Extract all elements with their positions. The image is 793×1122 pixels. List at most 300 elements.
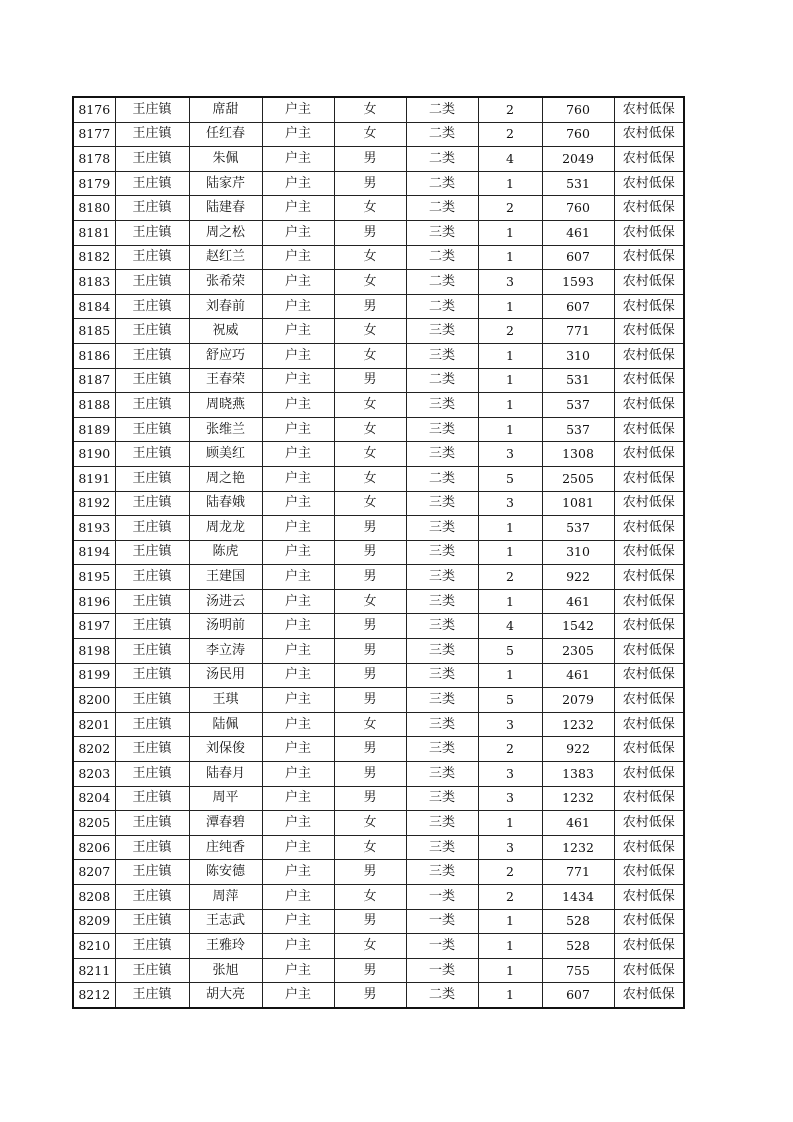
table-row: [73, 786, 684, 811]
amount-cell: 607: [542, 294, 614, 319]
name-cell: 任红春: [189, 122, 262, 147]
table-row: [73, 958, 684, 983]
document-page: [72, 96, 683, 1009]
household-size-cell: 2: [478, 196, 542, 221]
name-cell: 陆佩: [189, 712, 262, 737]
gender-cell: 男: [334, 688, 406, 713]
serial-number-cell: 8177: [73, 122, 115, 147]
amount-cell: 461: [542, 663, 614, 688]
household-size-cell: 1: [478, 663, 542, 688]
amount-cell: 537: [542, 417, 614, 442]
name-cell: 刘春前: [189, 294, 262, 319]
relief-type-cell: 农村低保: [614, 835, 684, 860]
amount-cell: 1593: [542, 270, 614, 295]
relation-cell: 户主: [262, 639, 334, 664]
household-size-cell: 5: [478, 639, 542, 664]
name-cell: 刘保俊: [189, 737, 262, 762]
category-cell: 三类: [406, 393, 478, 418]
category-cell: 二类: [406, 147, 478, 172]
relief-type-cell: 农村低保: [614, 319, 684, 344]
category-cell: 三类: [406, 614, 478, 639]
name-cell: 周萍: [189, 885, 262, 910]
table-row: [73, 540, 684, 565]
town-cell: 王庄镇: [115, 860, 189, 885]
town-cell: 王庄镇: [115, 196, 189, 221]
category-cell: 三类: [406, 343, 478, 368]
gender-cell: 男: [334, 958, 406, 983]
relation-cell: 户主: [262, 245, 334, 270]
relation-cell: 户主: [262, 762, 334, 787]
town-cell: 王庄镇: [115, 343, 189, 368]
town-cell: 王庄镇: [115, 639, 189, 664]
name-cell: 胡大亮: [189, 983, 262, 1008]
name-cell: 周晓燕: [189, 393, 262, 418]
category-cell: 二类: [406, 270, 478, 295]
serial-number-cell: 8183: [73, 270, 115, 295]
table-row: [73, 909, 684, 934]
category-cell: 一类: [406, 934, 478, 959]
name-cell: 朱佩: [189, 147, 262, 172]
name-cell: 张旭: [189, 958, 262, 983]
serial-number-cell: 8195: [73, 565, 115, 590]
gender-cell: 女: [334, 343, 406, 368]
serial-number-cell: 8191: [73, 466, 115, 491]
household-size-cell: 3: [478, 835, 542, 860]
town-cell: 王庄镇: [115, 614, 189, 639]
household-size-cell: 1: [478, 958, 542, 983]
relation-cell: 户主: [262, 811, 334, 836]
gender-cell: 女: [334, 466, 406, 491]
category-cell: 三类: [406, 417, 478, 442]
category-cell: 三类: [406, 589, 478, 614]
town-cell: 王庄镇: [115, 319, 189, 344]
serial-number-cell: 8210: [73, 934, 115, 959]
relief-type-cell: 农村低保: [614, 639, 684, 664]
name-cell: 张维兰: [189, 417, 262, 442]
gender-cell: 男: [334, 516, 406, 541]
gender-cell: 女: [334, 319, 406, 344]
name-cell: 王琪: [189, 688, 262, 713]
household-size-cell: 1: [478, 368, 542, 393]
gender-cell: 女: [334, 835, 406, 860]
category-cell: 二类: [406, 97, 478, 122]
amount-cell: 2079: [542, 688, 614, 713]
household-size-cell: 1: [478, 245, 542, 270]
town-cell: 王庄镇: [115, 491, 189, 516]
gender-cell: 女: [334, 417, 406, 442]
town-cell: 王庄镇: [115, 442, 189, 467]
household-size-cell: 1: [478, 343, 542, 368]
category-cell: 二类: [406, 196, 478, 221]
gender-cell: 女: [334, 245, 406, 270]
amount-cell: 1232: [542, 712, 614, 737]
gender-cell: 女: [334, 934, 406, 959]
relief-type-cell: 农村低保: [614, 934, 684, 959]
serial-number-cell: 8190: [73, 442, 115, 467]
serial-number-cell: 8185: [73, 319, 115, 344]
town-cell: 王庄镇: [115, 122, 189, 147]
town-cell: 王庄镇: [115, 934, 189, 959]
category-cell: 一类: [406, 885, 478, 910]
household-size-cell: 1: [478, 417, 542, 442]
relief-type-cell: 农村低保: [614, 122, 684, 147]
table-row: [73, 122, 684, 147]
category-cell: 二类: [406, 983, 478, 1008]
relief-type-cell: 农村低保: [614, 614, 684, 639]
table-row: [73, 589, 684, 614]
amount-cell: 528: [542, 934, 614, 959]
amount-cell: 2305: [542, 639, 614, 664]
table-row: [73, 811, 684, 836]
amount-cell: 607: [542, 245, 614, 270]
category-cell: 二类: [406, 294, 478, 319]
category-cell: 二类: [406, 171, 478, 196]
relief-type-cell: 农村低保: [614, 540, 684, 565]
gender-cell: 男: [334, 860, 406, 885]
household-size-cell: 1: [478, 220, 542, 245]
relation-cell: 户主: [262, 835, 334, 860]
town-cell: 王庄镇: [115, 589, 189, 614]
town-cell: 王庄镇: [115, 565, 189, 590]
relation-cell: 户主: [262, 294, 334, 319]
table-row: [73, 368, 684, 393]
category-cell: 三类: [406, 688, 478, 713]
gender-cell: 男: [334, 171, 406, 196]
name-cell: 李立涛: [189, 639, 262, 664]
name-cell: 陆春月: [189, 762, 262, 787]
gender-cell: 男: [334, 294, 406, 319]
relation-cell: 户主: [262, 220, 334, 245]
name-cell: 陈安德: [189, 860, 262, 885]
serial-number-cell: 8209: [73, 909, 115, 934]
relief-type-cell: 农村低保: [614, 589, 684, 614]
gender-cell: 男: [334, 786, 406, 811]
amount-cell: 760: [542, 196, 614, 221]
relief-type-cell: 农村低保: [614, 343, 684, 368]
relation-cell: 户主: [262, 466, 334, 491]
gender-cell: 男: [334, 565, 406, 590]
name-cell: 顾美红: [189, 442, 262, 467]
table-row: [73, 516, 684, 541]
name-cell: 席甜: [189, 97, 262, 122]
household-size-cell: 4: [478, 614, 542, 639]
relief-type-cell: 农村低保: [614, 663, 684, 688]
name-cell: 张希荣: [189, 270, 262, 295]
amount-cell: 1542: [542, 614, 614, 639]
relief-type-cell: 农村低保: [614, 811, 684, 836]
household-size-cell: 1: [478, 540, 542, 565]
table-row: [73, 688, 684, 713]
town-cell: 王庄镇: [115, 663, 189, 688]
name-cell: 王建国: [189, 565, 262, 590]
serial-number-cell: 8192: [73, 491, 115, 516]
name-cell: 汤明前: [189, 614, 262, 639]
amount-cell: 1232: [542, 786, 614, 811]
household-size-cell: 1: [478, 983, 542, 1008]
table-row: [73, 737, 684, 762]
household-size-cell: 2: [478, 122, 542, 147]
household-size-cell: 1: [478, 934, 542, 959]
relation-cell: 户主: [262, 786, 334, 811]
amount-cell: 1232: [542, 835, 614, 860]
relief-type-cell: 农村低保: [614, 516, 684, 541]
category-cell: 三类: [406, 442, 478, 467]
relation-cell: 户主: [262, 516, 334, 541]
gender-cell: 男: [334, 663, 406, 688]
amount-cell: 310: [542, 343, 614, 368]
relief-type-cell: 农村低保: [614, 245, 684, 270]
amount-cell: 461: [542, 220, 614, 245]
relation-cell: 户主: [262, 934, 334, 959]
table-row: [73, 885, 684, 910]
relation-cell: 户主: [262, 122, 334, 147]
amount-cell: 760: [542, 122, 614, 147]
amount-cell: 771: [542, 319, 614, 344]
gender-cell: 男: [334, 639, 406, 664]
category-cell: 三类: [406, 712, 478, 737]
gender-cell: 男: [334, 983, 406, 1008]
amount-cell: 922: [542, 737, 614, 762]
serial-number-cell: 8198: [73, 639, 115, 664]
relation-cell: 户主: [262, 196, 334, 221]
category-cell: 三类: [406, 565, 478, 590]
amount-cell: 537: [542, 393, 614, 418]
table-row: [73, 196, 684, 221]
town-cell: 王庄镇: [115, 712, 189, 737]
relation-cell: 户主: [262, 171, 334, 196]
household-size-cell: 3: [478, 270, 542, 295]
household-size-cell: 2: [478, 737, 542, 762]
household-size-cell: 1: [478, 589, 542, 614]
relief-type-cell: 农村低保: [614, 565, 684, 590]
table-row: [73, 983, 684, 1008]
household-size-cell: 1: [478, 909, 542, 934]
table-row: [73, 860, 684, 885]
gender-cell: 女: [334, 270, 406, 295]
relation-cell: 户主: [262, 368, 334, 393]
amount-cell: 755: [542, 958, 614, 983]
relation-cell: 户主: [262, 565, 334, 590]
relief-type-cell: 农村低保: [614, 786, 684, 811]
gender-cell: 男: [334, 909, 406, 934]
serial-number-cell: 8184: [73, 294, 115, 319]
household-size-cell: 3: [478, 442, 542, 467]
name-cell: 陆春娥: [189, 491, 262, 516]
name-cell: 周之松: [189, 220, 262, 245]
category-cell: 二类: [406, 466, 478, 491]
name-cell: 王春荣: [189, 368, 262, 393]
relation-cell: 户主: [262, 663, 334, 688]
household-size-cell: 5: [478, 466, 542, 491]
table-row: [73, 147, 684, 172]
relief-type-cell: 农村低保: [614, 393, 684, 418]
gender-cell: 男: [334, 220, 406, 245]
town-cell: 王庄镇: [115, 270, 189, 295]
serial-number-cell: 8205: [73, 811, 115, 836]
serial-number-cell: 8186: [73, 343, 115, 368]
town-cell: 王庄镇: [115, 393, 189, 418]
category-cell: 三类: [406, 540, 478, 565]
serial-number-cell: 8182: [73, 245, 115, 270]
amount-cell: 607: [542, 983, 614, 1008]
serial-number-cell: 8180: [73, 196, 115, 221]
amount-cell: 461: [542, 589, 614, 614]
gender-cell: 女: [334, 491, 406, 516]
gender-cell: 女: [334, 122, 406, 147]
relation-cell: 户主: [262, 589, 334, 614]
serial-number-cell: 8181: [73, 220, 115, 245]
category-cell: 二类: [406, 368, 478, 393]
serial-number-cell: 8188: [73, 393, 115, 418]
relation-cell: 户主: [262, 491, 334, 516]
gender-cell: 男: [334, 762, 406, 787]
category-cell: 二类: [406, 245, 478, 270]
category-cell: 三类: [406, 491, 478, 516]
serial-number-cell: 8179: [73, 171, 115, 196]
table-row: [73, 639, 684, 664]
category-cell: 二类: [406, 122, 478, 147]
gender-cell: 女: [334, 885, 406, 910]
town-cell: 王庄镇: [115, 97, 189, 122]
amount-cell: 2505: [542, 466, 614, 491]
relation-cell: 户主: [262, 343, 334, 368]
relief-table: [72, 96, 685, 1009]
relief-type-cell: 农村低保: [614, 958, 684, 983]
table-row: [73, 97, 684, 122]
relief-type-cell: 农村低保: [614, 417, 684, 442]
name-cell: 周之艳: [189, 466, 262, 491]
serial-number-cell: 8199: [73, 663, 115, 688]
relation-cell: 户主: [262, 885, 334, 910]
name-cell: 祝威: [189, 319, 262, 344]
town-cell: 王庄镇: [115, 368, 189, 393]
town-cell: 王庄镇: [115, 466, 189, 491]
table-row: [73, 466, 684, 491]
household-size-cell: 1: [478, 171, 542, 196]
town-cell: 王庄镇: [115, 909, 189, 934]
amount-cell: 1383: [542, 762, 614, 787]
relation-cell: 户主: [262, 737, 334, 762]
relation-cell: 户主: [262, 97, 334, 122]
household-size-cell: 3: [478, 786, 542, 811]
gender-cell: 男: [334, 368, 406, 393]
serial-number-cell: 8178: [73, 147, 115, 172]
relief-type-cell: 农村低保: [614, 368, 684, 393]
amount-cell: 922: [542, 565, 614, 590]
gender-cell: 男: [334, 147, 406, 172]
town-cell: 王庄镇: [115, 811, 189, 836]
town-cell: 王庄镇: [115, 245, 189, 270]
serial-number-cell: 8197: [73, 614, 115, 639]
table-row: [73, 417, 684, 442]
household-size-cell: 1: [478, 811, 542, 836]
household-size-cell: 3: [478, 712, 542, 737]
serial-number-cell: 8202: [73, 737, 115, 762]
amount-cell: 528: [542, 909, 614, 934]
serial-number-cell: 8194: [73, 540, 115, 565]
table-row: [73, 294, 684, 319]
household-size-cell: 3: [478, 762, 542, 787]
category-cell: 三类: [406, 835, 478, 860]
serial-number-cell: 8212: [73, 983, 115, 1008]
relief-type-cell: 农村低保: [614, 737, 684, 762]
name-cell: 汤民用: [189, 663, 262, 688]
household-size-cell: 2: [478, 885, 542, 910]
household-size-cell: 1: [478, 516, 542, 541]
household-size-cell: 2: [478, 97, 542, 122]
table-row: [73, 835, 684, 860]
category-cell: 三类: [406, 663, 478, 688]
gender-cell: 男: [334, 540, 406, 565]
table-row: [73, 565, 684, 590]
table-row: [73, 343, 684, 368]
amount-cell: 2049: [542, 147, 614, 172]
category-cell: 三类: [406, 220, 478, 245]
relief-type-cell: 农村低保: [614, 171, 684, 196]
table-body: [73, 97, 684, 1008]
gender-cell: 女: [334, 97, 406, 122]
serial-number-cell: 8187: [73, 368, 115, 393]
amount-cell: 1434: [542, 885, 614, 910]
amount-cell: 537: [542, 516, 614, 541]
name-cell: 舒应巧: [189, 343, 262, 368]
amount-cell: 531: [542, 171, 614, 196]
gender-cell: 女: [334, 442, 406, 467]
serial-number-cell: 8203: [73, 762, 115, 787]
household-size-cell: 2: [478, 860, 542, 885]
town-cell: 王庄镇: [115, 417, 189, 442]
relation-cell: 户主: [262, 393, 334, 418]
name-cell: 陈虎: [189, 540, 262, 565]
name-cell: 陆建春: [189, 196, 262, 221]
gender-cell: 女: [334, 393, 406, 418]
amount-cell: 310: [542, 540, 614, 565]
serial-number-cell: 8206: [73, 835, 115, 860]
category-cell: 三类: [406, 737, 478, 762]
category-cell: 三类: [406, 762, 478, 787]
relation-cell: 户主: [262, 860, 334, 885]
name-cell: 周平: [189, 786, 262, 811]
category-cell: 三类: [406, 319, 478, 344]
gender-cell: 女: [334, 589, 406, 614]
category-cell: 三类: [406, 786, 478, 811]
household-size-cell: 2: [478, 319, 542, 344]
table-row: [73, 712, 684, 737]
name-cell: 王志武: [189, 909, 262, 934]
household-size-cell: 3: [478, 491, 542, 516]
name-cell: 庄纯香: [189, 835, 262, 860]
town-cell: 王庄镇: [115, 147, 189, 172]
relief-type-cell: 农村低保: [614, 97, 684, 122]
relation-cell: 户主: [262, 442, 334, 467]
serial-number-cell: 8196: [73, 589, 115, 614]
relief-type-cell: 农村低保: [614, 712, 684, 737]
relation-cell: 户主: [262, 319, 334, 344]
amount-cell: 760: [542, 97, 614, 122]
town-cell: 王庄镇: [115, 220, 189, 245]
town-cell: 王庄镇: [115, 885, 189, 910]
table-row: [73, 762, 684, 787]
town-cell: 王庄镇: [115, 762, 189, 787]
town-cell: 王庄镇: [115, 737, 189, 762]
relief-type-cell: 农村低保: [614, 196, 684, 221]
relief-type-cell: 农村低保: [614, 885, 684, 910]
category-cell: 三类: [406, 639, 478, 664]
relief-type-cell: 农村低保: [614, 491, 684, 516]
name-cell: 周龙龙: [189, 516, 262, 541]
category-cell: 三类: [406, 860, 478, 885]
serial-number-cell: 8189: [73, 417, 115, 442]
